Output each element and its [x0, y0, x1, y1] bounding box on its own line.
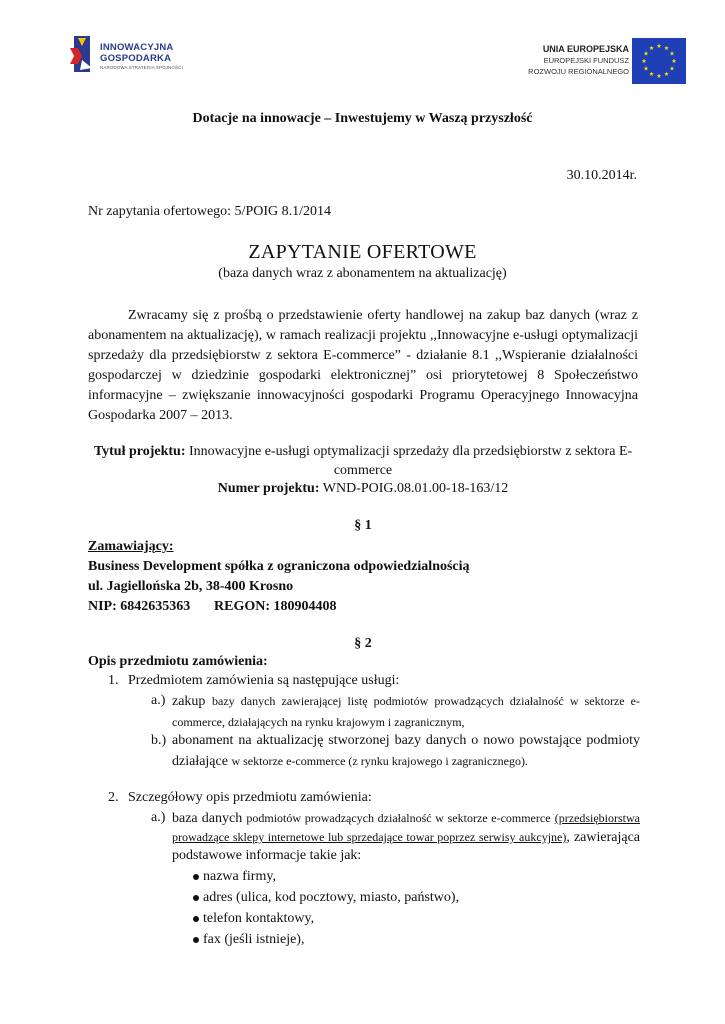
- item1-number: 1.: [108, 673, 119, 688]
- eu-line3: ROZWOJU REGIONALNEGO: [528, 67, 629, 76]
- item2a-underlined: (przedsiębiorstwa prowadzące sklepy internetowe lub sprzedające towar poprzez serwisy aukcyjne): [172, 811, 641, 844]
- project-number-value: WND-POIG.08.01.00-18-163/12: [322, 481, 509, 496]
- item1b-body: [172, 731, 640, 772]
- item2a-rest: , zawierająca podstawowe informacje takie jak:: [172, 830, 640, 863]
- project-title-value: Innowacyjne e-usługi optymalizacji sprzedaży dla przedsiębiorstw z sektora E-commerce: [188, 444, 633, 478]
- bullet-icon: [193, 937, 199, 943]
- item2a-small: podmiotów prowadzących działalność w sektorze e-commerce: [246, 811, 551, 825]
- bullet-text: telefon kontaktowy,: [203, 911, 315, 926]
- list-item: [151, 691, 641, 731]
- section2-heading: § 2: [354, 636, 372, 651]
- project-number-label: Numer projektu:: [217, 481, 320, 496]
- detail-bullets: [193, 866, 459, 950]
- item2a-lead: baza danych: [172, 811, 243, 826]
- item2-text: Szczegółowy opis przedmiotu zamówienia:: [128, 790, 372, 805]
- item2a-body: [172, 809, 640, 865]
- document-subtitle: (baza danych wraz z abonamentem na aktualizację): [218, 266, 507, 281]
- item1a-body: [172, 691, 640, 733]
- bullet-text: fax (jeśli istnieje),: [203, 932, 305, 947]
- eu-flag-icon: [632, 38, 686, 84]
- bullet-icon: [193, 895, 199, 901]
- list-item: [108, 673, 399, 689]
- contractor-regon: REGON: 180904408: [214, 599, 337, 614]
- bullet-text: nazwa firmy,: [203, 869, 276, 884]
- section1-heading: § 1: [354, 518, 372, 533]
- eu-logo-text: [528, 44, 629, 77]
- item2-number: 2.: [108, 790, 119, 805]
- logo-line3: NARODOWA STRATEGIA SPÓJNOŚCI: [100, 65, 183, 70]
- contractor-ids: [88, 597, 470, 617]
- list-item: [108, 790, 372, 806]
- eu-line2: EUROPEJSKI FUNDUSZ: [543, 56, 629, 65]
- document-title: ZAPYTANIE OFERTOWE: [248, 241, 477, 263]
- item1-text: Przedmiotem zamówienia są następujące usługi:: [128, 673, 400, 688]
- innowacyjna-gospodarka-logo: [68, 34, 188, 76]
- project-title-label: Tytuł projektu:: [93, 444, 186, 459]
- contractor-block: [88, 537, 470, 617]
- item1b-first: abonament na aktualizację stworzonej bazy danych o nowo powstające podmioty działające: [172, 733, 640, 769]
- logo-line2: GOSPODARKA: [100, 53, 172, 64]
- list-item: [193, 929, 459, 950]
- section2-label: Opis przedmiotu zamówienia:: [88, 654, 268, 669]
- list-item: [151, 731, 641, 771]
- project-title: [88, 442, 638, 480]
- tagline: Dotacje na innowacje – Inwestujemy w Waszą przyszłość: [192, 111, 533, 126]
- project-number: [88, 481, 638, 497]
- bullet-icon: [193, 916, 199, 922]
- contractor-label: Zamawiający:: [88, 539, 174, 554]
- eu-line1: UNIA EUROPEJSKA: [542, 44, 629, 54]
- logo-line1: INNOWACYJNA: [100, 42, 174, 53]
- item1a-rest: bazy danych zawierającej listę podmiotów prowadzących działalność w sektorze e-commerce, działających na rynku krajowym i zagranicznym,: [172, 694, 641, 729]
- item1a-letter: a.): [151, 693, 166, 708]
- contractor-nip: NIP: 6842635363: [88, 599, 191, 614]
- list-item: [151, 809, 641, 865]
- intro-paragraph: [88, 306, 638, 426]
- reference-number: Nr zapytania ofertowego: 5/POIG 8.1/2014: [88, 204, 331, 219]
- logo-mark-icon: [68, 34, 94, 74]
- item1a-first: zakup: [172, 694, 206, 709]
- bullet-text: adres (ulica, kod pocztowy, miasto, państwo),: [203, 890, 460, 905]
- item1b-letter: b.): [151, 733, 167, 748]
- list-item: [193, 887, 459, 908]
- bullet-icon: [193, 874, 199, 880]
- intro-text: Zwracamy się z prośbą o przedstawienie oferty handlowej na zakup baz danych (wraz z abonamentem na aktualizację), w ramach realizacji projektu ,,Innowacyjne e-usługi optymalizacji sprzedaży dla przedsiębiorstw z sektora E-commerce” - działanie 8.1 ,,Wspieranie działalności gospodarczej w dziedzinie gospodarki elektronicznej” osi priorytetowej 8 Społeczeństwo informacyjne – zwiększanie innowacyjności gospodarki Programu Operacyjnego Innowacyjna Gospodarka 2007 – 2013.: [88, 308, 638, 423]
- document-date: 30.10.2014r.: [566, 168, 637, 183]
- item1b-rest: w sektorze e-commerce (z rynku krajowego i zagranicznego).: [231, 754, 528, 768]
- item2a-letter: a.): [151, 810, 166, 825]
- list-item: [193, 866, 459, 887]
- contractor-company: Business Development spółka z ograniczona odpowiedzialnością: [88, 559, 470, 574]
- list-item: [193, 908, 459, 929]
- contractor-address: ul. Jagiellońska 2b, 38-400 Krosno: [88, 579, 294, 594]
